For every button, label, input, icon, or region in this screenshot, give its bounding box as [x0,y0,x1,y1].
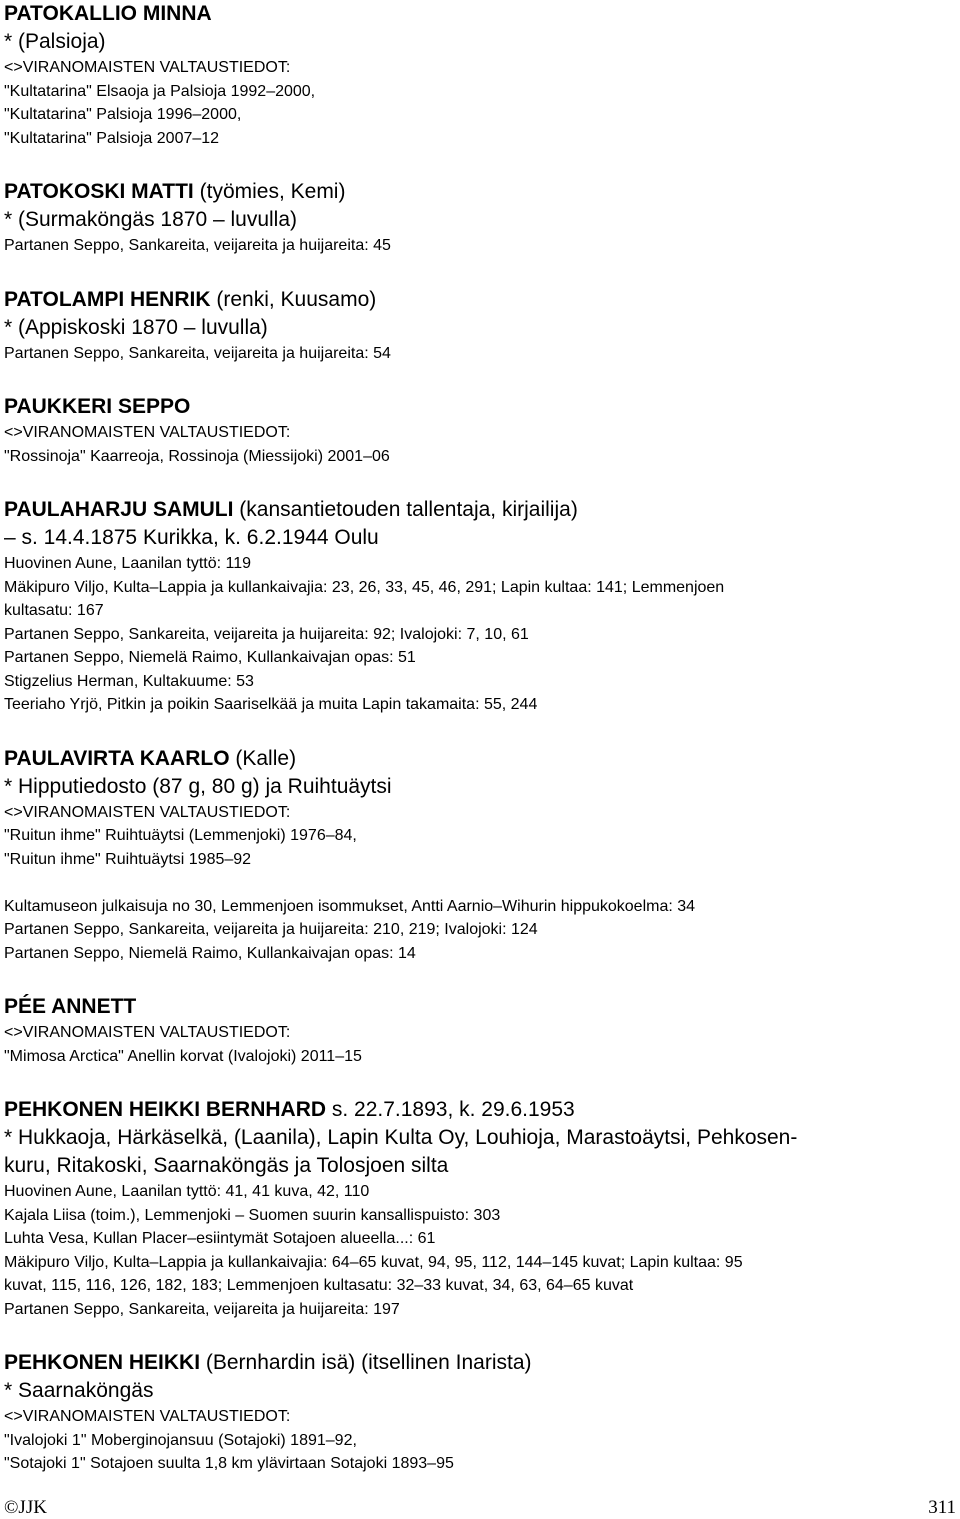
entry-separator [4,150,956,178]
location-line: * Hipputiedosto (87 g, 80 g) ja Ruihtuäytsi [4,774,392,798]
reference-line: "Mimosa Arctica" Anellin korvat (Ivalojoki) 2011–15 [4,1047,362,1065]
reference-line: Partanen Seppo, Sankareita, veijareita ja huijareita: 92; Ivalojoki: 7, 10, 61 [4,625,529,643]
reference-line: Partanen Seppo, Niemelä Raimo, Kullankaivajan opas: 14 [4,944,416,962]
reference-line: kuvat, 115, 116, 126, 182, 183; Lemmenjoen kultasatu: 32–33 kuvat, 34, 63, 64–65 kuvat [4,1277,634,1294]
location-line: * (Appiskoski 1870 – luvulla) [4,315,268,339]
person-name: PEHKONEN HEIKKI BERNHARD [4,1098,327,1121]
entry-heading [4,993,956,1021]
entry-separator [4,1068,956,1096]
entry-separator [4,258,956,286]
reference-line: "Rossinoja" Kaarreoja, Rossinoja (Miessijoki) 2001–06 [4,447,390,465]
location-line: * (Surmaköngäs 1870 – luvulla) [4,208,297,231]
reference-line: Kultamuseon julkaisuja no 30, Lemmenjoen isommukset, Antti Aarnio–Wihurin hippukokoelma: 34 [4,897,696,915]
reference-line: Huovinen Aune, Laanilan tyttö: 41, 41 kuva, 42, 110 [4,1183,370,1200]
reference-line: "Ruitun ihme" Ruihtuäytsi 1985–92 [4,850,252,868]
reference-line: <>VIRANOMAISTEN VALTAUSTIEDOT: [4,1408,291,1425]
reference-line: Partanen Seppo, Sankareita, veijareita ja huijareita: 54 [4,344,391,362]
register-entry [4,178,956,258]
location-line: * (Palsioja) [4,30,106,53]
entry-heading [4,1096,956,1124]
person-details: (kansantietouden tallentaja, kirjailija) [233,498,578,521]
document-page [4,0,956,1476]
person-details: s. 22.7.1893, k. 29.6.1953 [326,1098,575,1121]
reference-line: Huovinen Aune, Laanilan tyttö: 119 [4,555,251,572]
person-name: PATOKALLIO MINNA [4,2,212,25]
copyright-notice: ©JJK [4,1497,47,1518]
location-line: kuru, Ritakoski, Saarnaköngäs ja Tolosjoen silta [4,1154,449,1177]
register-entry [4,993,956,1068]
person-details: (Bernhardin isä) (itsellinen Inarista) [200,1351,532,1374]
reference-line: <>VIRANOMAISTEN VALTAUSTIEDOT: [4,803,291,821]
register-entry [4,745,956,966]
reference-line: <>VIRANOMAISTEN VALTAUSTIEDOT: [4,59,291,76]
register-entry [4,393,956,468]
reference-line: kultasatu: 167 [4,602,104,619]
person-name: PÉE ANNETT [4,995,137,1018]
entry-heading [4,0,956,28]
reference-line: Kajala Liisa (toim.), Lemmenjoki – Suomen suurin kansallispuisto: 303 [4,1206,501,1224]
reference-line: Luhta Vesa, Kullan Placer–esiintymät Sotajoen alueella...: 61 [4,1230,436,1247]
person-name: PAUKKERI SEPPO [4,395,191,418]
entry-heading [4,745,956,773]
entry-separator [4,717,956,745]
reference-line: <>VIRANOMAISTEN VALTAUSTIEDOT: [4,424,291,441]
entry-separator [4,365,956,393]
person-details: (renki, Kuusamo) [210,287,377,311]
reference-line: Partanen Seppo, Sankareita, veijareita ja huijareita: 197 [4,1300,400,1318]
entry-heading [4,393,956,421]
entry-heading [4,178,956,206]
entry-heading [4,286,956,314]
person-details: (työmies, Kemi) [193,180,346,203]
page-number: 311 [928,1497,956,1518]
register-entry [4,1349,956,1476]
entry-separator [4,965,956,993]
reference-line: Partanen Seppo, Niemelä Raimo, Kullankaivajan opas: 51 [4,649,416,666]
blank-line [4,871,956,895]
register-entry [4,1096,956,1321]
page-footer [0,1497,960,1519]
register-entry [4,496,956,717]
reference-line: Partanen Seppo, Sankareita, veijareita ja huijareita: 45 [4,237,391,254]
entry-heading [4,496,956,524]
reference-line: "Kultatarina" Palsioja 2007–12 [4,129,220,147]
entry-separator [4,468,956,496]
register-entry [4,0,956,150]
person-details: (Kalle) [229,746,297,770]
reference-line: Mäkipuro Viljo, Kulta–Lappia ja kullankaivajia: 64–65 kuvat, 94, 95, 112, 144–145 kuvat; Lapin kultaa: 95 [4,1253,743,1271]
entry-separator [4,1321,956,1349]
reference-line: "Kultatarina" Palsioja 1996–2000, [4,106,242,123]
person-name: PAULAHARJU SAMULI [4,498,234,521]
person-name: PATOKOSKI MATTI [4,180,194,203]
location-line: * Hukkaoja, Härkäselkä, (Laanila), Lapin Kulta Oy, Louhioja, Marastoäytsi, Pehkosen- [4,1126,798,1149]
person-name: PATOLAMPI HENRIK [4,287,211,311]
location-line: * Saarnaköngäs [4,1379,154,1402]
person-name: PAULAVIRTA KAARLO [4,746,230,770]
person-name: PEHKONEN HEIKKI [4,1351,201,1374]
reference-line: "Ruitun ihme" Ruihtuäytsi (Lemmenjoki) 1976–84, [4,827,357,844]
reference-line: Teeriaho Yrjö, Pitkin ja poikin Saariselkää ja muita Lapin takamaita: 55, 244 [4,696,538,713]
reference-line: "Ivalojoki 1" Moberginojansuu (Sotajoki) 1891–92, [4,1431,357,1449]
entry-heading [4,1349,956,1377]
register-entry [4,286,956,366]
reference-line: Partanen Seppo, Sankareita, veijareita ja huijareita: 210, 219; Ivalojoki: 124 [4,921,538,938]
reference-line: Mäkipuro Viljo, Kulta–Lappia ja kullankaivajia: 23, 26, 33, 45, 46, 291; Lapin kultaa: 141; Lemmenjoen [4,578,725,596]
reference-line: "Kultatarina" Elsaoja ja Palsioja 1992–2000, [4,82,316,100]
reference-line: Stigzelius Herman, Kultakuume: 53 [4,672,254,690]
location-line: – s. 14.4.1875 Kurikka, k. 6.2.1944 Oulu [4,526,379,549]
reference-line: <>VIRANOMAISTEN VALTAUSTIEDOT: [4,1024,291,1041]
reference-line: "Sotajoki 1" Sotajoen suulta 1,8 km ylävirtaan Sotajoki 1893–95 [4,1455,454,1472]
